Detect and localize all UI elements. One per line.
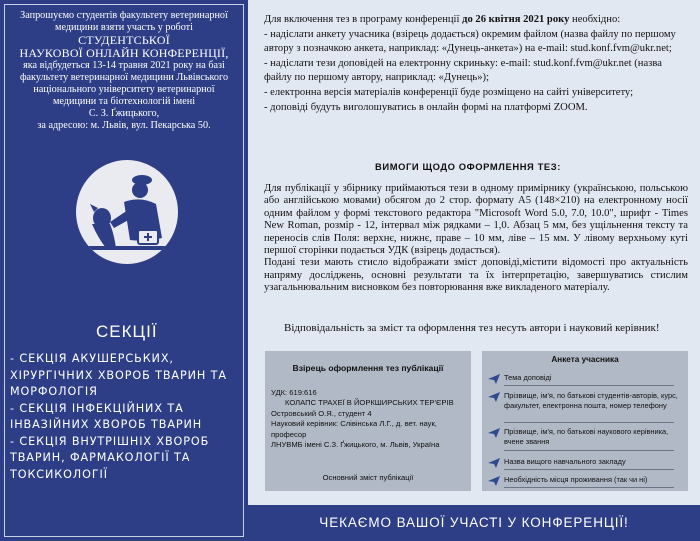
intro-line: медицини та біотехнологій імені (52, 96, 196, 107)
section-item: - СЕКЦІЯ ІНФЕКЦІЙНИХ ТА ІНВАЗІЙНИХ ХВОРОБ ТВАРИН (10, 401, 203, 431)
sample-title: Взірець оформлення тез публікації (292, 363, 444, 373)
paper-plane-icon (488, 476, 500, 486)
veterinarian-dog-illustration (76, 160, 178, 264)
form-title: Анкета учасника (551, 355, 619, 364)
form-item-label: Назва вищого навчального закладу (504, 457, 626, 466)
deadline: до 26 квітня 2021 року (462, 14, 570, 25)
form-line (504, 469, 674, 470)
form-line (504, 422, 674, 423)
requirements-title: ВИМОГИ ЩОДО ОФОРМЛЕННЯ ТЕЗ: (375, 161, 561, 172)
requirements-paragraph: Для публікації у збірнику приймаються тези в одному примірнику (українською, польською або англійською мовами) обсягом до 2 стор. формату А5 (148×210) на електронному носії одним файлом у формі текстового редактора "Microsoft Word 5.0, 7.0, 10.0", шрифт - Times New Roman, розмір - 12, інтервал між рядками – 1,0. Абзац 5 мм, без ущільнення тексту та переносів слів Поля: верхнє, нижнє, праве – 10 мм, ліве – 15 мм. У лівому верхньому куті першої сторінки подається УДК (взірець додасться). (264, 183, 688, 257)
sample-author: Островський О.Я., студент 4 (271, 408, 372, 418)
form-item (488, 475, 684, 486)
paper-plane-icon (488, 428, 500, 438)
instruction-item: - надіслати анкету учасника (взірець додається) окремим файлом (назва файлу по першому автору з позначкою анкета, наприклад: «Дунець-анкета») на e-mail: stud.konf.fvm@ukr.net; (264, 28, 676, 55)
section-item: - СЕКЦІЯ АКУШЕРСЬКИХ, ХІРУРГІЧНИХ ХВОРОБ ТВАРИН ТА МОРФОЛОГІЯ (10, 352, 227, 398)
form-item-label: Прізвище, ім'я, по батькові студентів-авторів, курс, факультет, електронна пошта, номер телефону (504, 391, 678, 410)
participant-form-card (482, 351, 688, 491)
intro-line: яка відбудеться 13-14 травня 2021 року на базі (23, 60, 225, 71)
responsibility-note: Відповідальність за зміст та оформлення тез несуть автори і науковий керівник! (284, 322, 660, 334)
conference-title-line1: СТУДЕНТСЬКОЇ (78, 33, 170, 47)
intro-line: Запрошуємо студентів факультету ветеринарної (20, 10, 228, 21)
conference-title-line2: НАУКОВОЇ ОНЛАЙН КОНФЕРЕНЦІЇ, (19, 46, 229, 60)
sample-udk: УДК: 619:616 (271, 388, 317, 397)
sample-heading: КОЛАПС ТРАХЕЇ В ЙОРКШИРСЬКИХ ТЕР'ЄРІВ (285, 398, 454, 408)
form-item (488, 373, 684, 384)
intro-line: С. З. Ґжицького, (88, 108, 160, 119)
section-item: - СЕКЦІЯ ВНУТРІШНІХ ХВОРОБ ТВАРИН, ФАРМАКОЛОГІЇ ТА ТОКСИКОЛОГІЇ (10, 434, 210, 481)
sample-advisor: Науковий керівник: Слівінська Л.Г., д. вет. наук, (271, 419, 437, 429)
instruction-item: - доповіді будуть виголошуватись в онлайн формі на платформі ZOOM. (264, 101, 588, 113)
intro-line: медицини взяти участь у роботі (55, 22, 193, 33)
form-item-label: Прізвище, ім'я, по батькові наукового керівника, вчене звання (504, 427, 669, 446)
intro-text: Для включення тез в програму конференції (264, 14, 463, 25)
instruction-item: - надіслати тези доповідей на електронну скриньку: e-mail: stud.konf.fvm@ukr.net (назва файлу по першому автору, наприклад: «Дунець»); (264, 57, 662, 84)
intro-address: за адресою: м. Львів, вул. Пекарська 50. (37, 120, 211, 131)
intro-line: національного університету ветеринарної (33, 84, 215, 95)
conference-invitation (10, 10, 238, 132)
paper-plane-icon (488, 458, 500, 468)
requirements-body (264, 183, 688, 295)
form-line (504, 450, 674, 451)
sample-body (271, 388, 469, 450)
sections-list (10, 351, 242, 483)
intro-text-end: необхідно: (569, 14, 621, 25)
submission-instructions (264, 13, 688, 115)
intro-line: факультету ветеринарної медицини Львівського (19, 72, 229, 83)
sample-footer: Основний зміст публікації (322, 473, 414, 482)
sample-advisor-title: професор (271, 429, 307, 439)
instruction-item: - електронна версія матеріалів конференції буде розміщено на сайті університету; (264, 86, 634, 98)
requirements-paragraph: Подані тези мають стисло відображати зміст доповіді,містити відомості про актуальність напряму досліджень, основні результати та їх інтерпретацію, завершуватись стислим узагальнювальним висновком без повторювання вже викладеного матеріалу. (264, 257, 688, 294)
form-item (488, 391, 684, 410)
form-item-label: Необхідність місця проживання (так чи ні) (504, 475, 648, 484)
instructions-intro (264, 13, 688, 28)
sample-abstract-card (265, 351, 471, 491)
form-item (488, 427, 684, 446)
sample-institution: ЛНУВМБ імені С.З. Ґжицького, м. Львів, Україна (271, 440, 440, 450)
paper-plane-icon (488, 374, 500, 384)
paper-plane-icon (488, 392, 500, 402)
form-line (504, 385, 674, 386)
form-item (488, 457, 684, 468)
sections-title: СЕКЦІЇ (96, 322, 158, 341)
bottom-banner: ЧЕКАЄМО ВАШОЇ УЧАСТІ У КОНФЕРЕНЦІЇ! (248, 505, 700, 541)
form-item-label: Тема доповіді (504, 373, 552, 382)
form-line (504, 487, 674, 488)
